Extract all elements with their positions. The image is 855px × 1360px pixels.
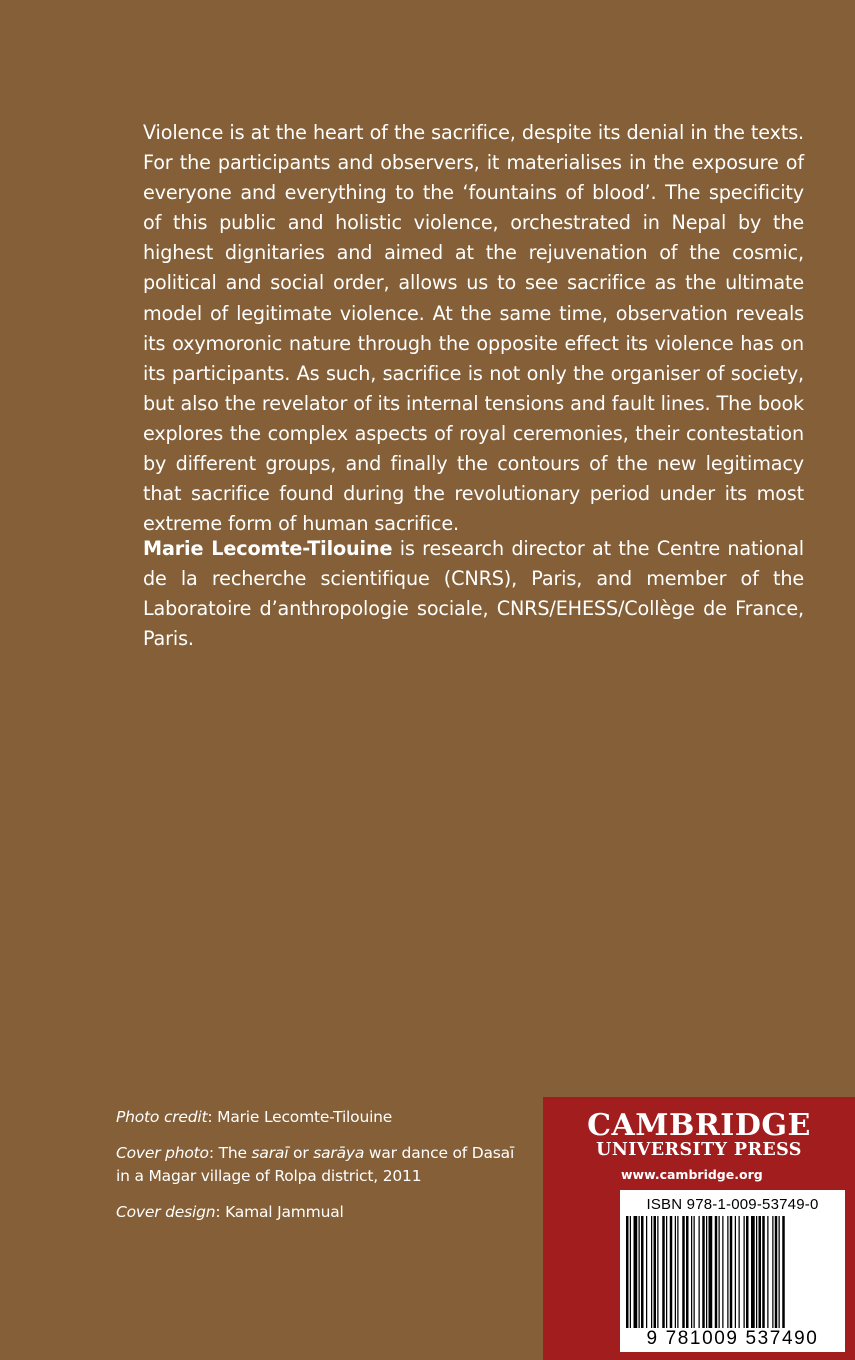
cover-photo-credit	[116, 1142, 526, 1189]
cover-design-value: : Kamal Jammual	[215, 1202, 344, 1221]
barcode-icon	[624, 1216, 841, 1328]
author-bio-text: is research director at the Centre national de la recherche scientifique (CNRS), Paris, and member of the Laboratoire d’anthropologie sociale, CNRS/EHESS/Collège de France, Paris.	[143, 537, 804, 651]
barcode-digits: 9 781009 537490	[646, 1328, 819, 1349]
cover-photo-pre: : The	[208, 1143, 252, 1162]
cover-design-credit	[116, 1201, 526, 1225]
photo-credit	[116, 1106, 526, 1130]
cover-photo-term2: sarāya	[313, 1143, 365, 1162]
cover-photo-label: Cover photo	[116, 1143, 209, 1162]
publisher-subtitle: UNIVERSITY PRESS	[596, 1140, 802, 1160]
author-name: Marie Lecomte-Tilouine	[143, 537, 393, 560]
barcode-panel	[620, 1190, 845, 1352]
photo-credit-value: : Marie Lecomte-Tilouine	[207, 1108, 393, 1126]
cover-photo-mid: or	[288, 1143, 314, 1162]
publisher-name: CAMBRIDGE	[587, 1108, 811, 1143]
isbn-label: ISBN 978-1-009-53749-0	[646, 1196, 819, 1213]
cover-credits	[116, 1106, 526, 1236]
cover-photo-term1: saraī	[251, 1143, 289, 1162]
cover-design-label: Cover design	[116, 1202, 216, 1221]
book-description: Violence is at the heart of the sacrifice, despite its denial in the texts. For the participants and observers, it materialises in the exposure of everyone and everything to the ‘fountains of blood’. The specificity of this public and holistic violence, orchestrated in Nepal by the highest dignitaries and aimed at the rejuvenation of the cosmic, political and social order, allows us to see sacrifice as the ultimate model of legitimate violence. At the same time, observation reveals its oxymoronic nature through the opposite effect its violence has on its participants. As such, sacrifice is not only the organiser of society, but also the revelator of its internal tensions and fault lines. The book explores the complex aspects of royal ceremonies, their contestation by different groups, and finally the contours of the new legitimacy that sacrifice found during the revolutionary period under its most extreme form of human sacrifice.	[143, 121, 804, 536]
photo-credit-label: Photo credit	[116, 1108, 208, 1126]
cover-photo-post: war dance of Dasaī in a Magar village of Rolpa district, 2011	[116, 1143, 515, 1185]
publisher-url[interactable]: www.cambridge.org	[621, 1167, 763, 1182]
author-bio	[143, 534, 804, 654]
